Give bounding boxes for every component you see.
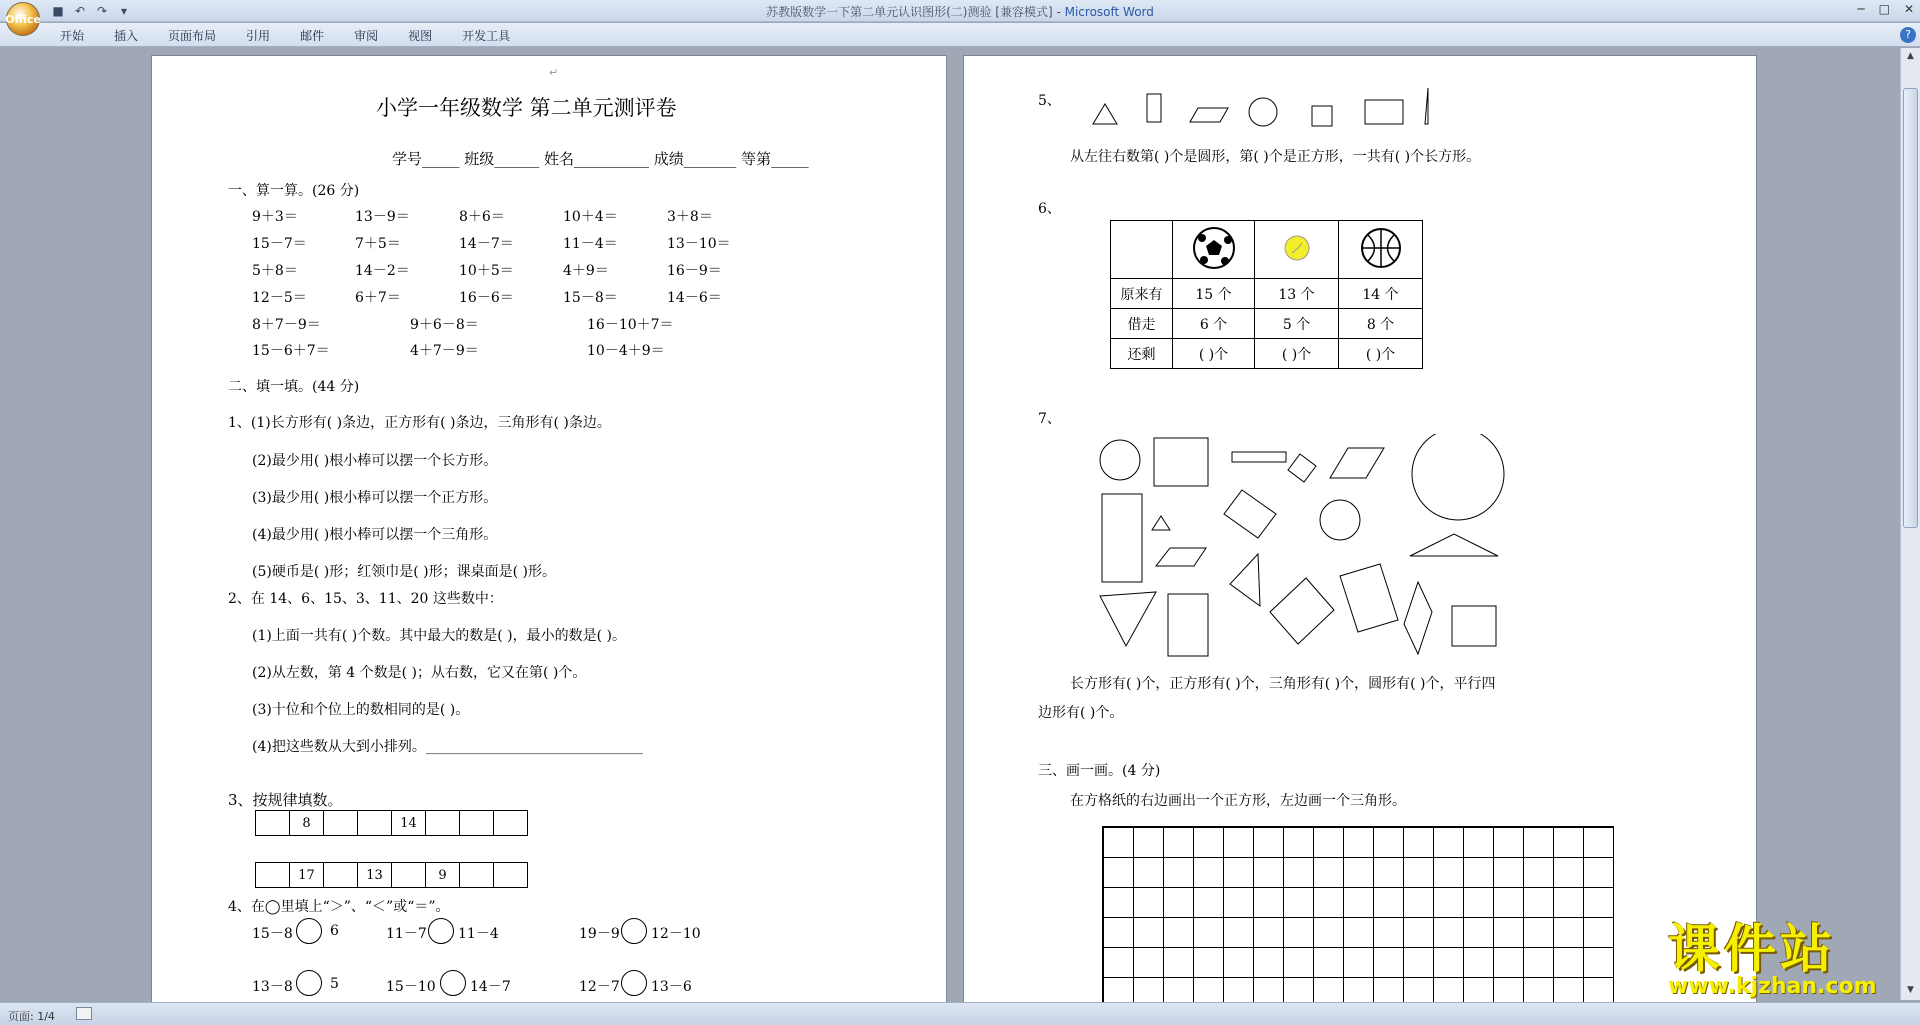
minimize-icon[interactable]: ─ [1857, 2, 1865, 16]
document-title: 苏教版数学一下第二单元认识图形(二)测验 [兼容模式] - [766, 5, 1065, 19]
calc-item: 8＋6＝ [459, 209, 505, 225]
question-7: 7、 [1038, 411, 1061, 427]
tab-view[interactable]: 视图 [408, 29, 433, 43]
scroll-down-icon[interactable]: ▼ [1907, 985, 1914, 995]
rectangle-shape [1232, 452, 1286, 462]
compare-right: 14－7 [470, 979, 511, 995]
square-shape [1452, 606, 1496, 646]
compare-right: 5 [330, 976, 339, 992]
row-label: 原来有 [1111, 279, 1173, 309]
ribbon-tabs [0, 23, 1920, 47]
calc-item: 15－6＋7＝ [252, 343, 330, 359]
undo-icon[interactable]: ↶ [74, 4, 86, 18]
page-title: 小学一年级数学 第二单元测评卷 [376, 96, 677, 120]
mixed-shapes-figure [1090, 434, 1560, 674]
document-page-1 [152, 56, 946, 1002]
section-2-title: 二、填一填。(44 分) [228, 379, 360, 395]
watermark-url: www.kjzhan.com [1668, 974, 1877, 999]
compare-left: 15－8 [252, 926, 293, 942]
student-info-line: 学号_____ 班级______ 姓名__________ 成绩_______ 等第_____ [392, 150, 809, 168]
square-shape [1154, 438, 1208, 486]
save-icon[interactable]: ■ [52, 4, 64, 18]
table-cell[interactable]: ( )个 [1173, 339, 1255, 369]
close-icon[interactable]: ✕ [1903, 2, 1914, 16]
calc-item: 13－9＝ [355, 209, 410, 225]
question-6: 6、 [1038, 201, 1061, 217]
status-bar [0, 1002, 1920, 1025]
calc-item: 14－6＝ [667, 290, 722, 306]
calc-item: 13－10＝ [667, 236, 731, 252]
tab-home[interactable]: 开始 [60, 29, 85, 43]
soccer-ball-icon [1192, 226, 1236, 270]
window-controls [1857, 2, 1914, 16]
compare-circle[interactable] [428, 918, 454, 944]
sequence-cell[interactable] [255, 862, 290, 888]
circle-shape [1100, 440, 1140, 480]
row-label: 借走 [1111, 309, 1173, 339]
watermark-logo [1668, 922, 1877, 999]
table-cell: 14 个 [1339, 279, 1423, 309]
compare-right: 12－10 [651, 926, 701, 942]
question-1-5: (5)硬币是( )形；红领巾是( )形；课桌面是( )形。 [252, 564, 556, 580]
table-cell[interactable]: ( )个 [1255, 339, 1339, 369]
borrow-table [1110, 220, 1423, 369]
basketball-icon [1359, 226, 1403, 270]
sequence-cell[interactable] [391, 862, 426, 888]
calc-item: 14－7＝ [459, 236, 514, 252]
sequence-row-2 [256, 862, 528, 888]
sequence-cell[interactable] [357, 810, 392, 836]
calc-item: 8＋7－9＝ [252, 317, 321, 333]
compare-circle[interactable] [296, 918, 322, 944]
title-bar [0, 0, 1920, 22]
rectangle-shape [1147, 94, 1161, 122]
rectangle-shape [1224, 490, 1276, 538]
calc-item: 10＋4＝ [563, 209, 618, 225]
table-corner [1111, 221, 1173, 279]
sequence-cell[interactable]: 14 [391, 810, 426, 836]
soccer-ball-cell [1173, 221, 1255, 279]
calc-item: 7＋5＝ [355, 236, 401, 252]
sequence-cell[interactable] [323, 862, 358, 888]
triangle-shape [1230, 554, 1260, 606]
table-cell: 5 个 [1255, 309, 1339, 339]
table-cell: 8 个 [1339, 309, 1423, 339]
sequence-cell[interactable] [255, 810, 290, 836]
question-2: 2、在 14、6、15、3、11、20 这些数中： [228, 591, 503, 607]
question-2-1: (1)上面一共有( )个数。其中最大的数是( )，最小的数是( )。 [252, 628, 626, 644]
rectangle-shape [1365, 100, 1403, 124]
tab-review[interactable]: 审阅 [354, 29, 379, 43]
shape-row [1089, 82, 1429, 132]
compare-left: 19－9 [579, 926, 620, 942]
triangle-shape [1093, 104, 1117, 124]
rectangle-shape [1340, 564, 1398, 632]
paragraph-mark: ↵ [549, 66, 559, 79]
sequence-cell[interactable] [493, 862, 528, 888]
question-1-3: (3)最少用( )根小棒可以摆一个正方形。 [252, 490, 498, 506]
app-name: Microsoft Word [1064, 5, 1154, 19]
triangle-shape [1152, 516, 1170, 530]
tennis-ball-icon [1282, 233, 1312, 263]
calc-item: 6＋7＝ [355, 290, 401, 306]
window-title [0, 3, 1920, 20]
help-icon[interactable]: ? [1900, 27, 1916, 43]
maximize-icon[interactable]: □ [1878, 2, 1890, 16]
calc-item: 9＋6－8＝ [410, 317, 479, 333]
sequence-cell[interactable]: 13 [357, 862, 392, 888]
sequence-cell[interactable]: 8 [289, 810, 324, 836]
parallelogram-shape [1404, 582, 1432, 654]
compare-circle[interactable] [621, 970, 647, 996]
circle-shape [1320, 500, 1360, 540]
sequence-cell[interactable] [493, 810, 528, 836]
compare-left: 13－8 [252, 979, 293, 995]
section-3-instruction: 在方格纸的右边画出一个正方形，左边画一个三角形。 [1070, 793, 1406, 809]
drawing-grid[interactable] [1102, 826, 1614, 1002]
page-indicator[interactable]: 页面: 1/4 [8, 1010, 55, 1023]
question-5: 5、 [1038, 93, 1061, 109]
compare-circle[interactable] [440, 970, 466, 996]
square-shape [1312, 106, 1332, 126]
rectangle-shape [1102, 494, 1142, 582]
rectangle-shape [1168, 594, 1208, 656]
tab-mailings[interactable]: 邮件 [300, 29, 325, 43]
sequence-cell[interactable]: 17 [289, 862, 324, 888]
table-cell: 6 个 [1173, 309, 1255, 339]
tab-references[interactable]: 引用 [246, 29, 271, 43]
redo-icon[interactable]: ↷ [96, 4, 108, 18]
parallelogram-shape [1190, 108, 1228, 122]
circle-shape [1249, 98, 1277, 126]
calc-item: 15－7＝ [252, 236, 307, 252]
question-5-text: 从左往右数第( )个是圆形，第( )个是正方形，一共有( )个长方形。 [1070, 149, 1481, 165]
scroll-thumb[interactable] [1903, 88, 1918, 528]
sequence-cell[interactable] [459, 810, 494, 836]
square-shape [1270, 578, 1334, 644]
calc-item: 4＋9＝ [563, 263, 609, 279]
triangle-shape [1410, 534, 1498, 556]
calc-item: 12－5＝ [252, 290, 307, 306]
calc-item: 9＋3＝ [252, 209, 298, 225]
calc-item: 16－9＝ [667, 263, 722, 279]
table-cell: 13 个 [1255, 279, 1339, 309]
question-2-3: (3)十位和个位上的数相同的是( )。 [252, 702, 470, 718]
compare-left: 15－10 [386, 979, 436, 995]
question-4: 4、在◯里填上“＞”、“＜”或“＝”。 [228, 899, 450, 915]
compare-right: 6 [330, 923, 339, 939]
calc-item: 4＋7－9＝ [410, 343, 479, 359]
tab-page-layout[interactable]: 页面布局 [168, 29, 217, 43]
section-1-title: 一、算一算。(26 分) [228, 183, 360, 199]
square-shape [1288, 454, 1316, 482]
question-3: 3、按规律填数。 [228, 791, 343, 809]
calc-item: 16－6＝ [459, 290, 514, 306]
calc-item: 5＋8＝ [252, 263, 298, 279]
scroll-up-icon[interactable]: ▲ [1907, 51, 1914, 61]
proofing-icon[interactable] [76, 1007, 92, 1020]
triangle-shape [1100, 592, 1156, 646]
sequence-cell[interactable] [323, 810, 358, 836]
tab-insert[interactable]: 插入 [114, 29, 139, 43]
calc-item: 10－4＋9＝ [587, 343, 665, 359]
compare-right: 13－6 [651, 979, 692, 995]
table-cell[interactable]: ( )个 [1339, 339, 1423, 369]
tab-developer[interactable]: 开发工具 [462, 29, 511, 43]
question-1-1: 1、(1)长方形有( )条边，正方形有( )条边，三角形有( )条边。 [228, 415, 611, 431]
question-1-2: (2)最少用( )根小棒可以摆一个长方形。 [252, 453, 498, 469]
sequence-cell[interactable] [459, 862, 494, 888]
watermark-title: 课件站 [1668, 920, 1837, 980]
sequence-cell[interactable]: 9 [425, 862, 460, 888]
question-2-2: (2)从左数，第 4 个数是( )；从右数，它又在第( )个。 [252, 665, 587, 681]
sequence-row-1 [256, 810, 528, 836]
office-button[interactable]: Office [6, 2, 40, 36]
question-1-4: (4)最少用( )根小棒可以摆一个三角形。 [252, 527, 498, 543]
calc-item: 14－2＝ [355, 263, 410, 279]
tennis-ball-cell [1255, 221, 1339, 279]
calc-item: 16－10＋7＝ [587, 317, 674, 333]
table-cell: 15 个 [1173, 279, 1255, 309]
calc-item: 10＋5＝ [459, 263, 514, 279]
section-3-title: 三、画一画。(4 分) [1038, 763, 1161, 779]
question-7-text: 长方形有( )个，正方形有( )个，三角形有( )个，圆形有( )个，平行四 [1070, 676, 1496, 692]
calc-item: 15－8＝ [563, 290, 618, 306]
sequence-cell[interactable] [425, 810, 460, 836]
vertical-scrollbar[interactable] [1900, 48, 1920, 1000]
calc-item: 11－4＝ [563, 236, 618, 252]
compare-left: 11－7 [386, 926, 427, 942]
compare-circle[interactable] [621, 918, 647, 944]
compare-right: 11－4 [458, 926, 499, 942]
circle-shape [1412, 434, 1504, 520]
compare-left: 12－7 [579, 979, 620, 995]
parallelogram-shape [1156, 548, 1206, 566]
row-label: 还剩 [1111, 339, 1173, 369]
customize-toolbar-icon[interactable]: ▾ [120, 4, 128, 18]
question-2-4: (4)把这些数从大到小排列。_______________________________ [252, 739, 643, 755]
question-7-text-continued: 边形有( )个。 [1038, 705, 1124, 721]
compare-circle[interactable] [296, 970, 322, 996]
parallelogram-shape [1330, 448, 1384, 478]
calc-item: 3＋8＝ [667, 209, 713, 225]
document-page-2 [964, 56, 1756, 1002]
basketball-cell [1339, 221, 1423, 279]
triangle-shape [1425, 88, 1428, 124]
